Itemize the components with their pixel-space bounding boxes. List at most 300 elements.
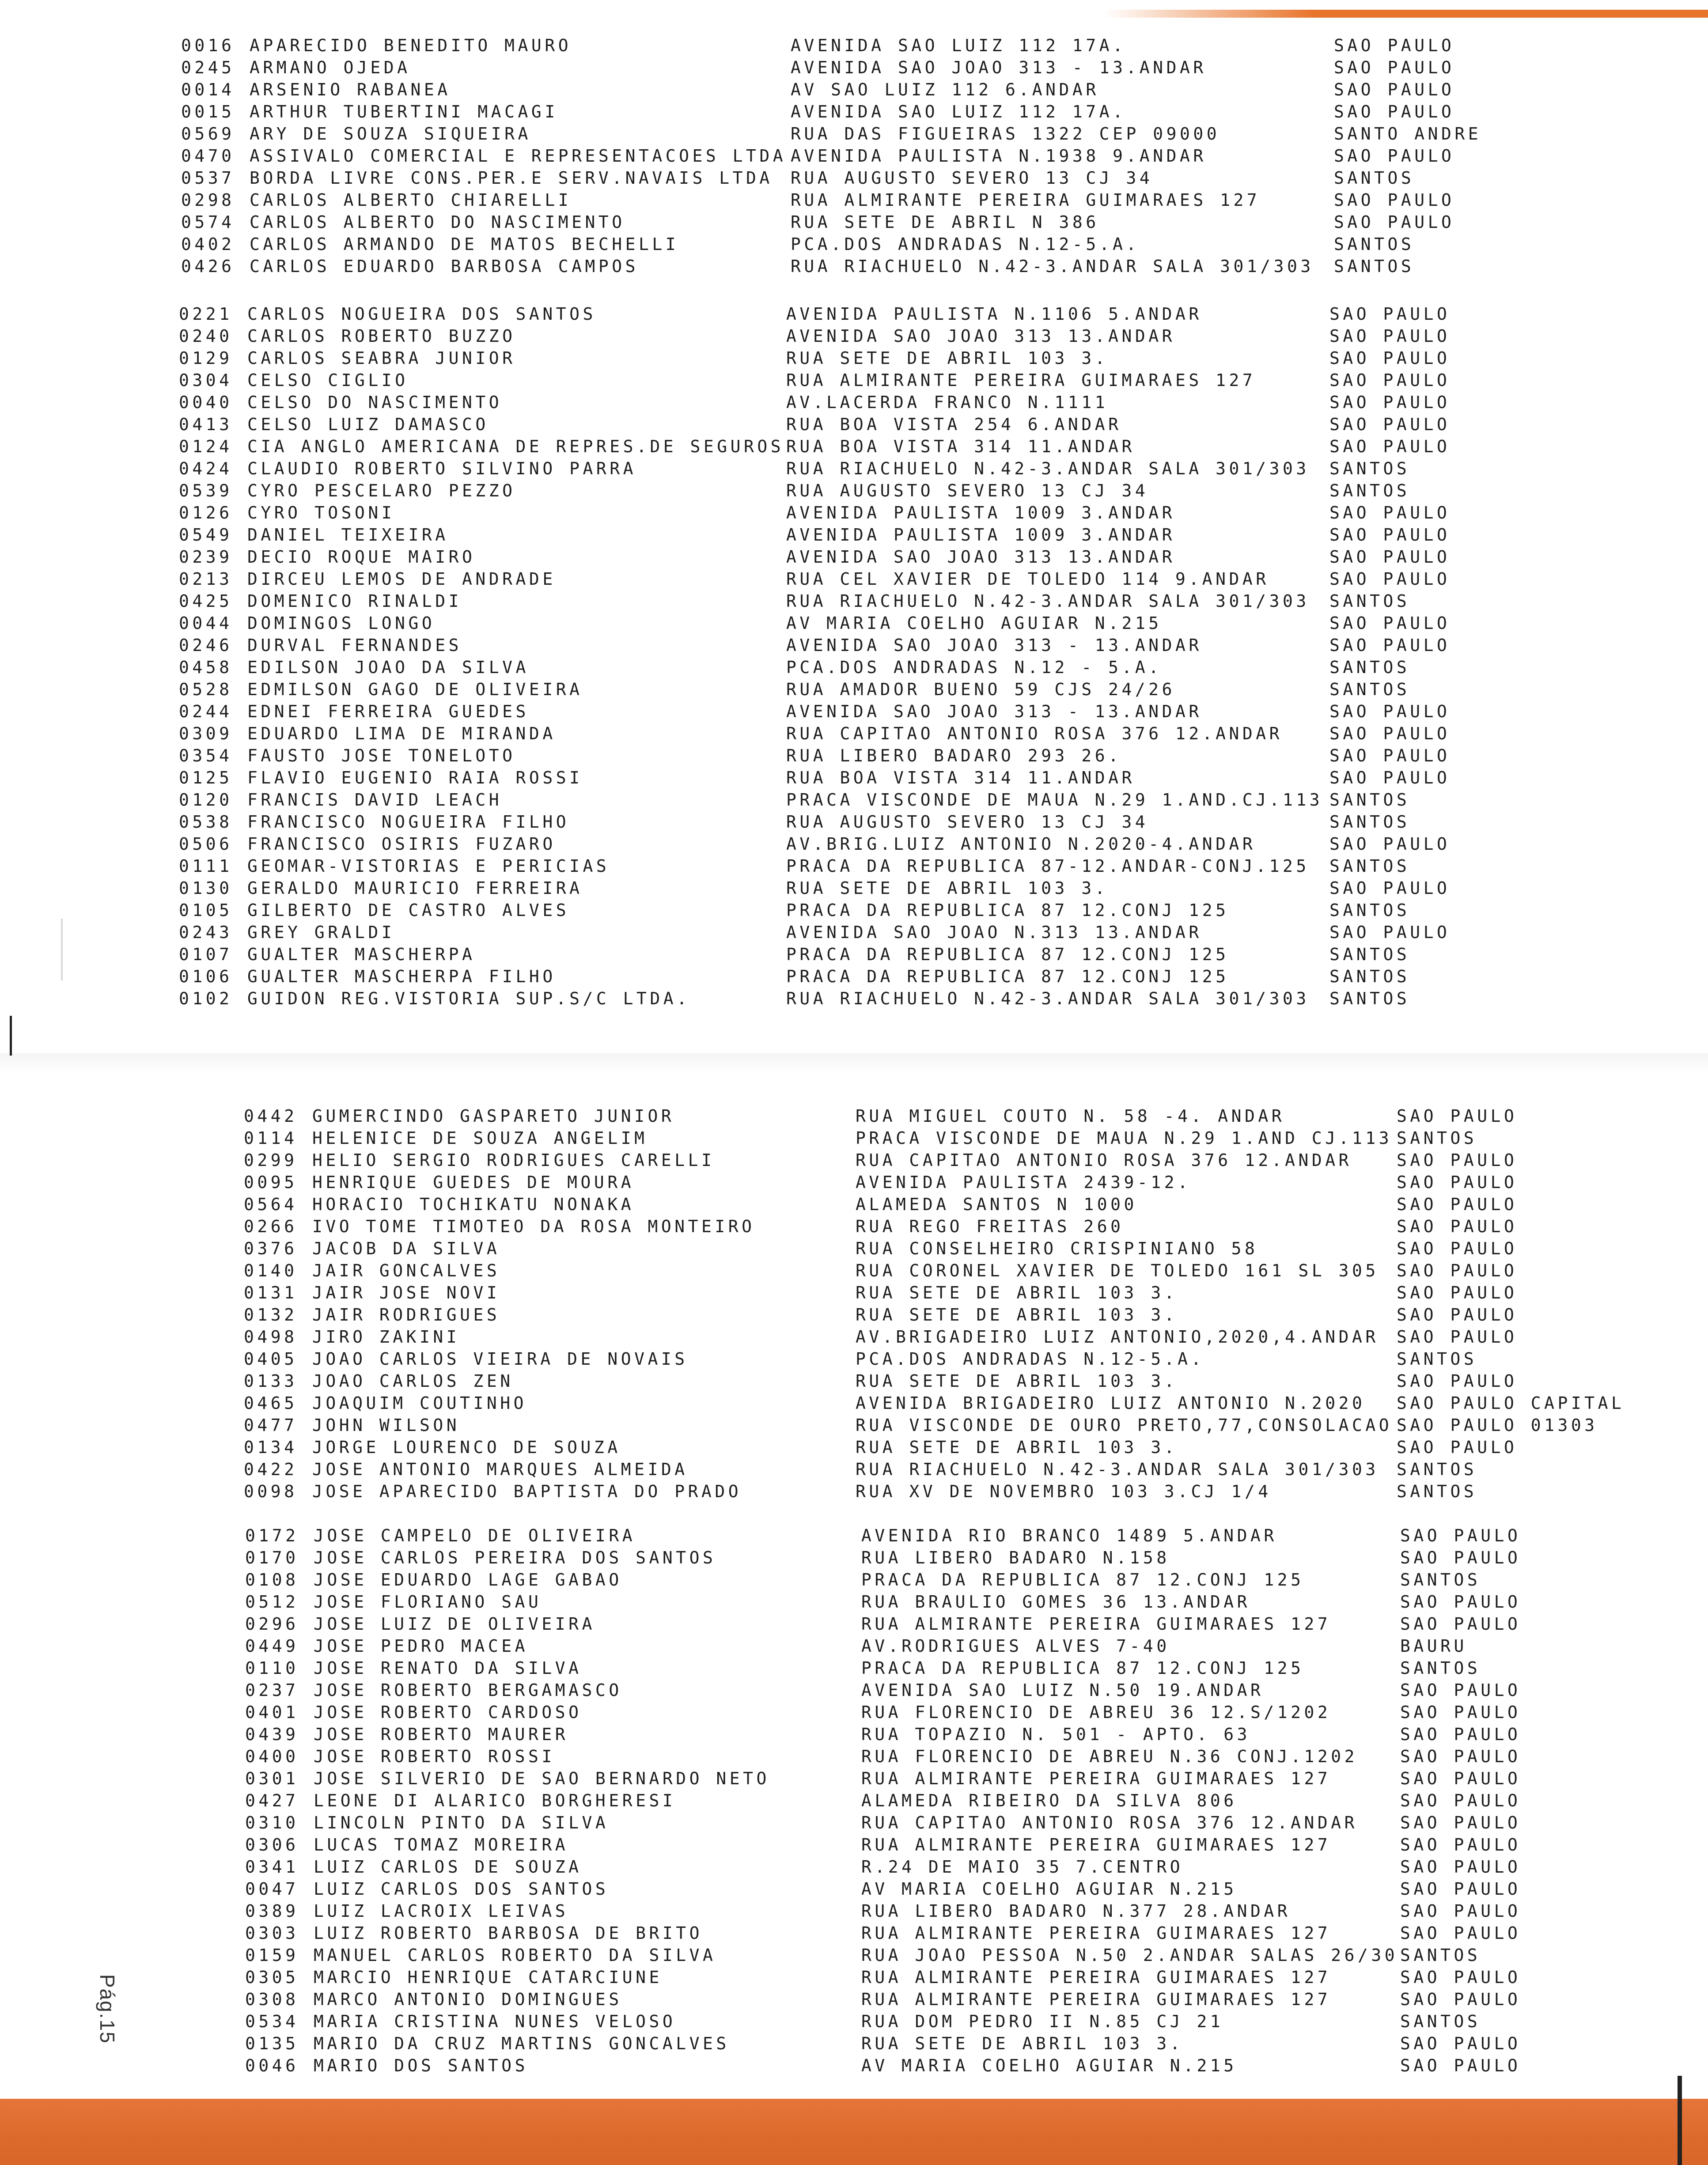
entry-city: SAO PAULO [1329,724,1450,743]
entry-name: IVO TOME TIMOTEO DA ROSA MONTEIRO [312,1217,755,1236]
entry-city: SAO PAULO [1397,1283,1518,1302]
entry-city: SAO PAULO [1400,1990,1521,2009]
entry-code: 0389 [245,1901,299,1921]
entry-city: SAO PAULO [1397,1151,1518,1170]
entry-address: RUA AMADOR BUENO 59 CJS 24/26 [786,680,1175,699]
entry-name: CLAUDIO ROBERTO SILVINO PARRA [247,459,636,478]
entry-code: 0111 [179,856,233,876]
entry-code: 0114 [244,1128,298,1148]
entry-name: GUALTER MASCHERPA [247,945,476,964]
entry-address: RUA LIBERO BADARO N.377 28.ANDAR [861,1901,1291,1921]
entry-address: AV.BRIG.LUIZ ANTONIO N.2020-4.ANDAR [786,834,1256,854]
entry-city: SAO PAULO [1329,702,1450,721]
entry-address: RUA CAPITAO ANTONIO ROSA 376 12.ANDAR [786,724,1283,743]
entry-code: 0170 [245,1548,299,1567]
entry-name: FRANCIS DAVID LEACH [247,790,503,810]
entry-code: 0105 [179,901,233,920]
entry-city: SAO PAULO [1400,1813,1521,1832]
entry-address: RUA ALMIRANTE PEREIRA GUIMARAES 127 [861,1968,1331,1987]
entry-address: PRACA DA REPUBLICA 87 12.CONJ 125 [786,967,1229,986]
entry-city: SAO PAULO [1334,80,1455,99]
entry-name: JOHN WILSON [312,1416,460,1435]
entry-city: SAO PAULO [1397,1195,1518,1214]
entry-name: ASSIVALO COMERCIAL E REPRESENTACOES LTDA [250,146,787,166]
entry-name: HELENICE DE SOUZA ANGELIM [312,1128,648,1148]
entry-name: CYRO PESCELARO PEZZO [247,481,516,500]
entry-address: PCA.DOS ANDRADAS N.12-5.A. [791,235,1140,254]
entry-code: 0095 [244,1173,298,1192]
entry-code: 0304 [179,371,233,390]
entry-name: JIRO ZAKINI [312,1327,460,1347]
entry-city: SANTOS [1334,257,1415,276]
entry-code: 0538 [179,812,233,832]
entry-name: JOSE ROBERTO MAURER [314,1725,569,1744]
entry-code: 0140 [244,1261,298,1280]
entry-name: FAUSTO JOSE TONELOTO [247,746,516,765]
entry-city: SAO PAULO CAPITAL [1397,1393,1625,1413]
entry-city: SAO PAULO 01303 [1397,1416,1598,1435]
entry-address: RUA FLORENCIO DE ABREU 36 12.S/1202 [861,1703,1331,1722]
entry-city: SANTOS [1397,1482,1477,1501]
entry-code: 0354 [179,746,233,765]
binding-mark [10,1016,12,1056]
entry-city: SAO PAULO [1329,746,1450,765]
entry-city: SAO PAULO [1329,525,1450,545]
entry-name: MARCO ANTONIO DOMINGUES [314,1990,622,2009]
entry-city: SANTOS [1329,901,1410,920]
entry-code: 0016 [181,36,235,55]
entry-address: RUA SETE DE ABRIL 103 3. [786,348,1109,368]
entry-name: JOSE APARECIDO BAPTISTA DO PRADO [312,1482,742,1501]
entry-address: RUA AUGUSTO SEVERO 13 CJ 34 [786,812,1149,832]
entry-address: AVENIDA SAO JOAO N.313 13.ANDAR [786,923,1202,942]
entry-code: 0458 [179,658,233,677]
entry-name: FRANCISCO OSIRIS FUZARO [247,834,556,854]
entry-city: SAO PAULO [1400,1857,1521,1877]
entry-name: GILBERTO DE CASTRO ALVES [247,901,570,920]
entry-code: 0107 [179,945,233,964]
entry-address: AVENIDA PAULISTA 1009 3.ANDAR [786,503,1175,522]
entry-code: 0221 [179,304,233,324]
entry-city: SANTOS [1329,812,1410,832]
entry-code: 0539 [179,481,233,500]
entry-name: JACOB DA SILVA [312,1239,500,1258]
entry-city: SAO PAULO [1329,348,1450,368]
entry-name: FLAVIO EUGENIO RAIA ROSSI [247,768,583,787]
entry-address: AVENIDA PAULISTA 1009 3.ANDAR [786,525,1175,545]
entry-address: RUA CEL XAVIER DE TOLEDO 114 9.ANDAR [786,569,1269,589]
entry-name: GUIDON REG.VISTORIA SUP.S/C LTDA. [247,989,690,1008]
entry-name: JOSE LUIZ DE OLIVEIRA [314,1614,595,1634]
entry-address: RUA FLORENCIO DE ABREU N.36 CONJ.1202 [861,1747,1358,1766]
entry-name: APARECIDO BENEDITO MAURO [250,36,572,55]
entry-city: SAO PAULO [1329,613,1450,633]
entry-code: 0506 [179,834,233,854]
entry-address: RUA SETE DE ABRIL 103 3. [856,1438,1178,1457]
binding-mark-faint [61,919,63,980]
entry-city: SAO PAULO [1334,36,1455,55]
entry-city: SAO PAULO [1397,1438,1518,1457]
entry-city: SAO PAULO [1334,58,1455,77]
entry-city: SANTOS [1400,1945,1481,1965]
entry-city: SAO PAULO [1400,1747,1521,1766]
entry-city: SANTOS [1329,856,1410,876]
entry-name: EDUARDO LIMA DE MIRANDA [247,724,556,743]
entry-address: AV.RODRIGUES ALVES 7-40 [861,1636,1170,1656]
entry-city: SAO PAULO [1334,102,1455,121]
entry-name: EDILSON JOAO DA SILVA [247,658,529,677]
entry-city: SANTOS [1397,1349,1477,1369]
entry-name: LUIZ CARLOS DE SOUZA [314,1857,582,1877]
entry-name: JAIR RODRIGUES [312,1305,500,1325]
entry-address: RUA ALMIRANTE PEREIRA GUIMARAES 127 [861,1923,1331,1943]
entry-name: DURVAL FERNANDES [247,636,462,655]
entry-code: 0298 [181,190,235,210]
page-number-label: Pág.15 [96,1974,119,2044]
entry-address: AVENIDA SAO LUIZ 112 17A. [791,36,1126,55]
entry-city: SANTOS [1329,945,1410,964]
entry-code: 0306 [245,1835,299,1855]
entry-address: RUA BOA VISTA 314 11.ANDAR [786,437,1135,456]
entry-name: JOSE CAMPELO DE OLIVEIRA [314,1526,636,1545]
entry-code: 0470 [181,146,235,166]
entry-code: 0537 [181,168,235,188]
entry-address: RUA DAS FIGUEIRAS 1322 CEP 09000 [791,124,1220,144]
entry-name: BORDA LIVRE CONS.PER.E SERV.NAVAIS LTDA [250,168,773,188]
entry-address: RUA AUGUSTO SEVERO 13 CJ 34 [786,481,1149,500]
entry-code: 0425 [179,591,233,611]
entry-name: CARLOS ARMANDO DE MATOS BECHELLI [250,235,679,254]
entry-address: RUA LIBERO BADARO 293 26. [786,746,1122,765]
entry-name: ARMANO OJEDA [250,58,411,77]
entry-name: GERALDO MAURICIO FERREIRA [247,878,583,898]
entry-city: SANTOS [1329,989,1410,1008]
entry-code: 0424 [179,459,233,478]
entry-address: RUA CAPITAO ANTONIO ROSA 376 12.ANDAR [856,1151,1352,1170]
entry-address: RUA CORONEL XAVIER DE TOLEDO 161 SL 305 [856,1261,1379,1280]
entry-code: 0239 [179,547,233,567]
entry-name: ARTHUR TUBERTINI MACAGI [250,102,558,121]
entry-address: AVENIDA PAULISTA 2439-12. [856,1173,1191,1192]
entry-address: RUA SETE DE ABRIL 103 3. [856,1371,1178,1391]
entry-name: EDMILSON GAGO DE OLIVEIRA [247,680,583,699]
entry-code: 0341 [245,1857,299,1877]
entry-address: RUA XV DE NOVEMBRO 103 3.CJ 1/4 [856,1482,1272,1501]
entry-code: 0534 [245,2012,299,2031]
entry-address: RUA SETE DE ABRIL N 386 [791,212,1099,232]
entry-name: CARLOS NOGUEIRA DOS SANTOS [247,304,596,324]
entry-code: 0449 [245,1636,299,1656]
entry-code: 0376 [244,1239,298,1258]
entry-address: AVENIDA SAO JOAO 313 13.ANDAR [786,326,1175,346]
entry-code: 0246 [179,636,233,655]
entry-code: 0303 [245,1923,299,1943]
entry-city: SAO PAULO [1334,190,1455,210]
entry-address: RUA TOPAZIO N. 501 - APTO. 63 [861,1725,1250,1744]
entry-code: 0047 [245,1879,299,1899]
entry-code: 0296 [245,1614,299,1634]
entry-code: 0172 [245,1526,299,1545]
entry-city: SAO PAULO [1400,1592,1521,1612]
entry-city: SAO PAULO [1334,212,1455,232]
entry-name: JOSE ROBERTO CARDOSO [314,1703,582,1722]
entry-city: SAO PAULO [1334,146,1455,166]
entry-name: CARLOS EDUARDO BARBOSA CAMPOS [250,257,639,276]
entry-address: RUA LIBERO BADARO N.158 [861,1548,1170,1567]
entry-code: 0237 [245,1681,299,1700]
entry-name: HORACIO TOCHIKATU NONAKA [312,1195,635,1214]
entry-code: 0308 [245,1990,299,2009]
entry-city: SANTOS [1400,1658,1481,1678]
entry-address: PRACA DA REPUBLICA 87 12.CONJ 125 [786,901,1229,920]
entry-address: RUA MIGUEL COUTO N. 58 -4. ANDAR [856,1106,1285,1126]
entry-address: AVENIDA SAO LUIZ N.50 19.ANDAR [861,1681,1264,1700]
entry-city: SAO PAULO [1400,1901,1521,1921]
entry-address: R.24 DE MAIO 35 7.CENTRO [861,1857,1184,1877]
entry-name: GEOMAR-VISTORIAS E PERICIAS [247,856,610,876]
entry-name: DECIO ROQUE MAIRO [247,547,476,567]
entry-city: SANTOS [1329,481,1410,500]
entry-city: SANTOS [1397,1128,1477,1148]
entry-city: SANTOS [1329,790,1410,810]
entry-city: SAO PAULO [1400,1725,1521,1744]
entry-name: CARLOS ROBERTO BUZZO [247,326,516,346]
entry-name: MARIA CRISTINA NUNES VELOSO [314,2012,676,2031]
entry-city: SAO PAULO [1397,1217,1518,1236]
entry-address: RUA ALMIRANTE PEREIRA GUIMARAES 127 [861,1835,1331,1855]
entry-address: RUA RIACHUELO N.42-3.ANDAR SALA 301/303 [786,989,1310,1008]
entry-name: MARCIO HENRIQUE CATARCIUNE [314,1968,663,1987]
entry-name: LINCOLN PINTO DA SILVA [314,1813,609,1832]
entry-address: RUA RIACHUELO N.42-3.ANDAR SALA 301/303 [856,1460,1379,1479]
entry-name: CELSO DO NASCIMENTO [247,393,503,412]
entry-address: PCA.DOS ANDRADAS N.12 - 5.A. [786,658,1162,677]
entry-city: SANTOS [1397,1460,1477,1479]
entry-name: MANUEL CARLOS ROBERTO DA SILVA [314,1945,716,1965]
entry-address: RUA ALMIRANTE PEREIRA GUIMARAES 127 [861,1990,1331,2009]
entry-address: RUA RIACHUELO N.42-3.ANDAR SALA 301/303 [791,257,1314,276]
entry-city: SAO PAULO [1329,547,1450,567]
entry-address: AVENIDA PAULISTA N.1106 5.ANDAR [786,304,1202,324]
entry-code: 0574 [181,212,235,232]
entry-name: JOSE CARLOS PEREIRA DOS SANTOS [314,1548,716,1567]
entry-code: 0244 [179,702,233,721]
entry-code: 0422 [244,1460,298,1479]
orange-top-stripe [1104,10,1708,18]
entry-address: AVENIDA SAO LUIZ 112 17A. [791,102,1126,121]
entry-name: JAIR JOSE NOVI [312,1283,500,1302]
entry-name: CARLOS ALBERTO CHIARELLI [250,190,572,210]
entry-name: CELSO LUIZ DAMASCO [247,415,489,434]
entry-name: EDNEI FERREIRA GUEDES [247,702,529,721]
entry-city: SAO PAULO [1329,326,1450,346]
entry-code: 0498 [244,1327,298,1347]
entry-name: JORGE LOURENCO DE SOUZA [312,1438,621,1457]
entry-address: AVENIDA SAO JOAO 313 - 13.ANDAR [786,636,1202,655]
entry-name: JOSE ROBERTO ROSSI [314,1747,555,1766]
entry-city: SAO PAULO [1397,1173,1518,1192]
entry-code: 0046 [245,2056,299,2075]
entry-code: 0442 [244,1106,298,1126]
entry-name: CYRO TOSONI [247,503,395,522]
entry-name: CELSO CIGLIO [247,371,409,390]
entry-address: AV MARIA COELHO AGUIAR N.215 [861,1879,1237,1899]
entry-code: 0413 [179,415,233,434]
entry-city: SAO PAULO [1397,1305,1518,1325]
entry-address: RUA SETE DE ABRIL 103 3. [856,1305,1178,1325]
entry-address: PRACA DA REPUBLICA 87 12.CONJ 125 [861,1570,1304,1590]
entry-name: ARSENIO RABANEA [250,80,451,99]
entry-address: AV MARIA COELHO AGUIAR N.215 [786,613,1162,633]
entry-name: JOAQUIM COUTINHO [312,1393,527,1413]
entry-name: ARY DE SOUZA SIQUEIRA [250,124,531,144]
entry-city: SAO PAULO [1400,1835,1521,1855]
entry-city: SAO PAULO [1400,1968,1521,1987]
entry-city: SAO PAULO [1329,834,1450,854]
entry-code: 0130 [179,878,233,898]
entry-code: 0465 [244,1393,298,1413]
entry-city: SAO PAULO [1400,1681,1521,1700]
entry-name: JOSE ROBERTO BERGAMASCO [314,1681,622,1700]
entry-address: ALAMEDA RIBEIRO DA SILVA 806 [861,1791,1237,1810]
entry-name: LUIZ ROBERTO BARBOSA DE BRITO [314,1923,703,1943]
entry-address: RUA CONSELHEIRO CRISPINIANO 58 [856,1239,1258,1258]
entry-name: LEONE DI ALARICO BORGHERESI [314,1791,676,1810]
entry-address: PRACA DA REPUBLICA 87-12.ANDAR-CONJ.125 [786,856,1310,876]
entry-address: RUA ALMIRANTE PEREIRA GUIMARAES 127 [791,190,1261,210]
entry-city: SAO PAULO [1329,636,1450,655]
entry-name: JAIR GONCALVES [312,1261,500,1280]
entry-address: RUA VISCONDE DE OURO PRETO,77,CONSOLACAO [856,1416,1393,1435]
entry-name: JOAO CARLOS VIEIRA DE NOVAIS [312,1349,688,1369]
entry-code: 0131 [244,1283,298,1302]
entry-code: 0132 [244,1305,298,1325]
entry-name: CARLOS SEABRA JUNIOR [247,348,516,368]
entry-city: SANTOS [1329,680,1410,699]
entry-code: 0426 [181,257,235,276]
entry-code: 0549 [179,525,233,545]
entry-name: LUIZ CARLOS DOS SANTOS [314,1879,609,1899]
entry-city: SAO PAULO [1400,1526,1521,1545]
entry-code: 0014 [181,80,235,99]
entry-code: 0102 [179,989,233,1008]
entry-code: 0564 [244,1195,298,1214]
entry-address: RUA SETE DE ABRIL 103 3. [861,2034,1184,2053]
entry-code: 0040 [179,393,233,412]
entry-city: SAO PAULO [1400,1923,1521,1943]
entry-address: AVENIDA SAO JOAO 313 - 13.ANDAR [791,58,1207,77]
entry-address: RUA BOA VISTA 314 11.ANDAR [786,768,1135,787]
entry-name: JOSE RENATO DA SILVA [314,1658,582,1678]
entry-address: PRACA VISCONDE DE MAUA N.29 1.AND.CJ.113 [786,790,1323,810]
entry-city: SAO PAULO [1329,371,1450,390]
entry-name: JOAO CARLOS ZEN [312,1371,514,1391]
entry-name: DANIEL TEIXEIRA [247,525,449,545]
entry-code: 0133 [244,1371,298,1391]
entry-city: SAO PAULO [1400,1769,1521,1788]
entry-address: AV SAO LUIZ 112 6.ANDAR [791,80,1099,99]
entry-code: 0015 [181,102,235,121]
entry-name: JOSE EDUARDO LAGE GABAO [314,1570,622,1590]
entry-name: CARLOS ALBERTO DO NASCIMENTO [250,212,625,232]
entry-address: RUA BOA VISTA 254 6.ANDAR [786,415,1122,434]
entry-code: 0243 [179,923,233,942]
entry-name: GUALTER MASCHERPA FILHO [247,967,556,986]
entry-city: SAO PAULO [1400,1548,1521,1567]
entry-code: 0134 [244,1438,298,1457]
entry-city: SAO PAULO [1329,415,1450,434]
entry-code: 0301 [245,1769,299,1788]
entry-address: PRACA DA REPUBLICA 87 12.CONJ 125 [861,1658,1304,1678]
entry-code: 0266 [244,1217,298,1236]
entry-address: PRACA DA REPUBLICA 87 12.CONJ 125 [786,945,1229,964]
entry-city: SANTOS [1400,1570,1481,1590]
entry-city: SAO PAULO [1397,1261,1518,1280]
entry-city: SAO PAULO [1400,1791,1521,1810]
entry-address: RUA ALMIRANTE PEREIRA GUIMARAES 127 [861,1769,1331,1788]
entry-code: 0108 [245,1570,299,1590]
entry-city: SANTOS [1400,2012,1481,2031]
entry-code: 0125 [179,768,233,787]
entry-city: SAO PAULO [1397,1106,1518,1126]
entry-code: 0159 [245,1945,299,1965]
entry-city: SAO PAULO [1329,768,1450,787]
entry-code: 0120 [179,790,233,810]
entry-address: ALAMEDA SANTOS N 1000 [856,1195,1137,1214]
entry-city: SANTOS [1329,967,1410,986]
entry-city: SAO PAULO [1397,1239,1518,1258]
entry-name: GREY GRALDI [247,923,395,942]
entry-code: 0126 [179,503,233,522]
entry-city: SANTOS [1329,459,1410,478]
entry-code: 0129 [179,348,233,368]
entry-code: 0427 [245,1791,299,1810]
entry-address: RUA REGO FREITAS 260 [856,1217,1124,1236]
entry-name: CIA ANGLO AMERICANA DE REPRES.DE SEGUROS [247,437,784,456]
entry-address: PRACA VISCONDE DE MAUA N.29 1.AND CJ.113 [856,1128,1393,1148]
entry-city: SAO PAULO [1400,1703,1521,1722]
entry-city: SAO PAULO [1400,1879,1521,1899]
entry-city: BAURU [1400,1636,1467,1656]
entry-city: SAO PAULO [1400,2056,1521,2075]
entry-name: GUMERCINDO GASPARETO JUNIOR [312,1106,675,1126]
entry-name: DOMENICO RINALDI [247,591,462,611]
entry-address: AV MARIA COELHO AGUIAR N.215 [861,2056,1237,2075]
entry-address: RUA RIACHUELO N.42-3.ANDAR SALA 301/303 [786,459,1310,478]
entry-city: SAO PAULO [1329,503,1450,522]
entry-city: SANTOS [1334,168,1415,188]
entry-city: SAO PAULO [1329,437,1450,456]
entry-code: 0044 [179,613,233,633]
entry-address: RUA ALMIRANTE PEREIRA GUIMARAES 127 [861,1614,1331,1634]
entry-code: 0213 [179,569,233,589]
entry-city: SANTOS [1334,235,1415,254]
entry-city: SAO PAULO [1397,1371,1518,1391]
entry-city: SANTOS [1329,591,1410,611]
entry-code: 0305 [245,1968,299,1987]
entry-code: 0401 [245,1703,299,1722]
page-fold-divider [0,1053,1708,1073]
entry-city: SANTO ANDRE [1334,124,1482,144]
entry-name: FRANCISCO NOGUEIRA FILHO [247,812,570,832]
entry-code: 0405 [244,1349,298,1369]
entry-address: RUA RIACHUELO N.42-3.ANDAR SALA 301/303 [786,591,1310,611]
entry-address: RUA SETE DE ABRIL 103 3. [786,878,1109,898]
entry-address: AVENIDA PAULISTA N.1938 9.ANDAR [791,146,1207,166]
entry-address: RUA AUGUSTO SEVERO 13 CJ 34 [791,168,1153,188]
entry-code: 0310 [245,1813,299,1832]
entry-city: SAO PAULO [1329,923,1450,942]
